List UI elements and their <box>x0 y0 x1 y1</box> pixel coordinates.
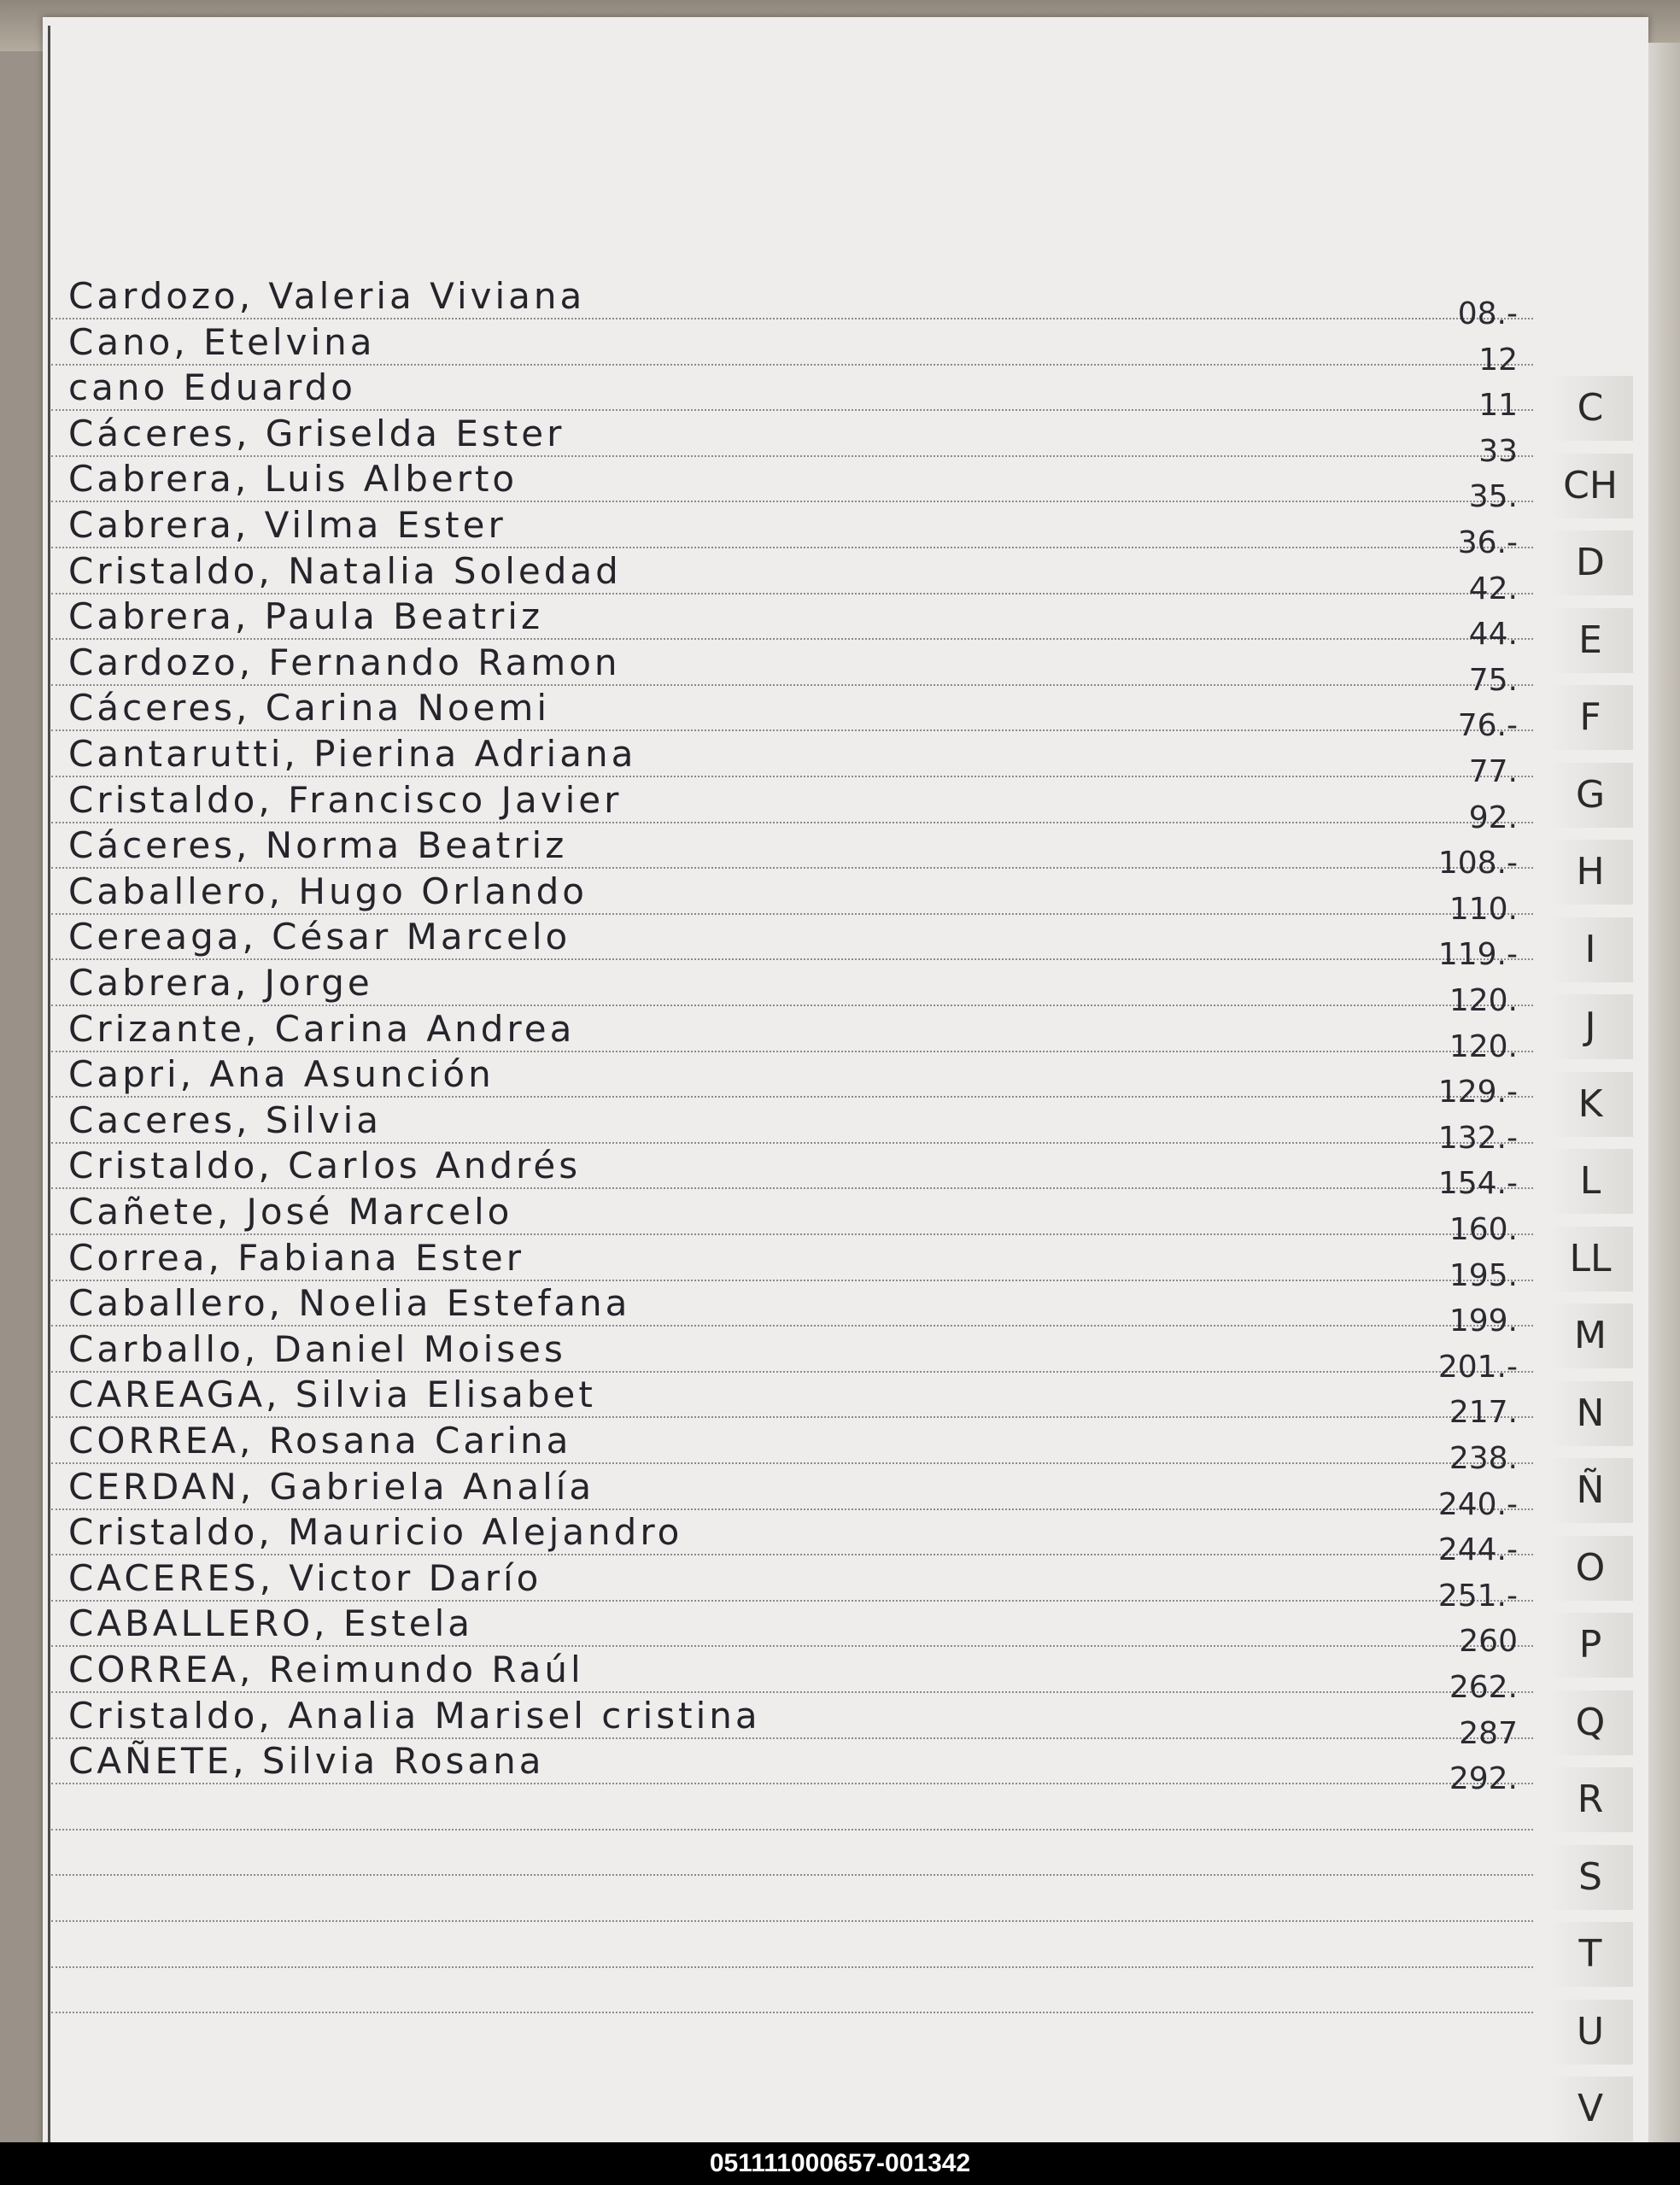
index-tab[interactable]: CH <box>1548 454 1633 518</box>
entry-name: Cabrera, Paula Beatriz <box>68 595 544 638</box>
entry-number: 33 <box>1478 433 1518 469</box>
entry-name: CERDAN, Gabriela Analía <box>68 1465 595 1508</box>
index-tab[interactable]: S <box>1548 1845 1633 1910</box>
index-tab[interactable]: F <box>1548 685 1633 750</box>
entry-number: 76.- <box>1457 708 1518 744</box>
entry-row <box>51 1599 1533 1660</box>
entry-row <box>51 912 1533 973</box>
entry-name: Cristaldo, Francisco Javier <box>68 778 623 821</box>
entry-number: 110. <box>1449 891 1518 927</box>
entry-row <box>51 1050 1533 1110</box>
entry-number: 154.- <box>1437 1166 1518 1202</box>
index-tab[interactable]: E <box>1548 608 1633 673</box>
entry-row <box>51 1096 1533 1156</box>
entry-name: Cáceres, Norma Beatriz <box>68 824 568 867</box>
entry-number: 217. <box>1449 1395 1518 1431</box>
entry-number: 132.- <box>1437 1120 1518 1156</box>
entry-row <box>51 1645 1533 1705</box>
entry-number: 120. <box>1449 1028 1518 1064</box>
index-tab[interactable]: N <box>1548 1381 1633 1446</box>
index-tab[interactable]: D <box>1548 530 1633 595</box>
entry-name: Caballero, Hugo Orlando <box>68 870 588 912</box>
entry-name: Correa, Fabiana Ester <box>68 1236 524 1279</box>
entry-number: 120. <box>1449 983 1518 1018</box>
entry-number: 75. <box>1468 662 1518 698</box>
entry-number: 129.- <box>1437 1075 1518 1110</box>
entry-row <box>51 1737 1533 1797</box>
index-tab[interactable]: K <box>1548 1072 1633 1137</box>
entry-row <box>51 1187 1533 1247</box>
entry-row <box>51 454 1533 515</box>
entry-number: 251.- <box>1437 1578 1518 1614</box>
index-tab[interactable]: P <box>1548 1613 1633 1678</box>
entry-row <box>51 867 1533 927</box>
entry-name: Cano, Etelvina <box>68 320 376 363</box>
alphabet-index-tabs <box>1548 376 1648 2144</box>
entry-row <box>51 821 1533 882</box>
entry-row <box>51 1416 1533 1476</box>
page-stack-edge <box>1648 43 1680 2142</box>
entry-name: Cristaldo, Analia Marisel cristina <box>68 1694 761 1737</box>
entry-number: 77. <box>1468 754 1518 789</box>
entry-name: Cristaldo, Mauricio Alejandro <box>68 1511 683 1554</box>
entry-name: CORREA, Rosana Carina <box>68 1420 572 1462</box>
index-tab[interactable]: U <box>1548 2000 1633 2065</box>
entry-name: Cáceres, Carina Noemi <box>68 687 551 729</box>
entry-name: CABALLERO, Estela <box>68 1602 474 1645</box>
index-tab[interactable]: V <box>1548 2077 1633 2141</box>
entry-number: 44. <box>1468 617 1518 653</box>
entry-number: 244.- <box>1437 1532 1518 1568</box>
entry-number: 160. <box>1449 1212 1518 1247</box>
entry-number: 42. <box>1468 571 1518 606</box>
entry-name: CAÑETE, Silvia Rosana <box>68 1740 545 1783</box>
index-tab[interactable]: T <box>1548 1922 1633 1987</box>
entry-name: Caballero, Noelia Estefana <box>68 1282 631 1325</box>
entry-number: 199. <box>1449 1303 1518 1339</box>
entry-row <box>51 776 1533 835</box>
entry-name: Capri, Ana Asunción <box>68 1053 495 1096</box>
entry-name: Cristaldo, Carlos Andrés <box>68 1145 582 1187</box>
margin-line <box>48 26 50 2142</box>
entry-name: cano Eduardo <box>68 366 356 409</box>
entry-number: 108.- <box>1437 846 1518 882</box>
entry-number: 11 <box>1478 388 1518 424</box>
index-tab[interactable]: L <box>1548 1149 1633 1214</box>
blank-line <box>51 1783 1533 1831</box>
entry-row <box>51 1005 1533 1064</box>
entry-name: Crizante, Carina Andrea <box>68 1007 576 1050</box>
index-tab[interactable]: G <box>1548 763 1633 828</box>
entry-number: 35. <box>1468 479 1518 515</box>
index-tab[interactable]: M <box>1548 1303 1633 1368</box>
entry-row <box>51 638 1533 698</box>
blank-line <box>51 1874 1533 1922</box>
entry-row <box>51 683 1533 744</box>
entry-number: 287 <box>1459 1715 1518 1751</box>
entry-name: Cristaldo, Natalia Soledad <box>68 549 622 592</box>
index-tab[interactable]: O <box>1548 1536 1633 1601</box>
index-tab[interactable]: R <box>1548 1767 1633 1832</box>
entry-number: 195. <box>1449 1257 1518 1293</box>
entry-number: 92. <box>1468 800 1518 835</box>
entry-row <box>51 729 1533 789</box>
blank-line <box>51 1828 1533 1876</box>
index-tab[interactable]: C <box>1548 376 1633 441</box>
entry-row <box>51 547 1533 606</box>
entry-row <box>51 409 1533 469</box>
entry-name: CAREAGA, Silvia Elisabet <box>68 1374 596 1416</box>
entry-row <box>51 1691 1533 1751</box>
entry-number: 292. <box>1449 1761 1518 1797</box>
entry-number: 240.- <box>1437 1486 1518 1522</box>
entry-name: Cabrera, Vilma Ester <box>68 504 506 546</box>
entry-row <box>51 1370 1533 1431</box>
entry-row <box>51 1279 1533 1339</box>
entry-name: Cardozo, Fernando Ramon <box>68 641 621 683</box>
entry-row <box>51 1141 1533 1202</box>
entry-name: Cabrera, Luis Alberto <box>68 458 518 501</box>
entry-number: 201.- <box>1437 1349 1518 1385</box>
document-id: 051111000657-001342 <box>709 2149 971 2177</box>
blank-line <box>51 1965 1533 2013</box>
entry-number: 260 <box>1459 1624 1518 1660</box>
entry-name: Cantarutti, Pierina Adriana <box>68 733 637 775</box>
entry-number: 238. <box>1449 1441 1518 1476</box>
entry-row <box>51 958 1533 1018</box>
entry-name: Cáceres, Griselda Ester <box>68 412 565 454</box>
index-tab[interactable]: H <box>1548 840 1633 905</box>
index-tab[interactable]: Ñ <box>1548 1458 1633 1523</box>
index-tab[interactable]: I <box>1548 917 1633 982</box>
entry-name: Cardozo, Valeria Viviana <box>68 275 586 317</box>
entry-number: 12 <box>1478 342 1518 378</box>
entry-row <box>51 501 1533 560</box>
entry-row <box>51 272 1533 331</box>
entry-name: CACERES, Victor Darío <box>68 1556 542 1599</box>
entry-row <box>51 1508 1533 1568</box>
entry-name: Cereaga, César Marcelo <box>68 916 571 958</box>
entry-name: Caceres, Silvia <box>68 1098 383 1141</box>
index-tab[interactable]: LL <box>1548 1227 1633 1292</box>
entry-row <box>51 1233 1533 1293</box>
entry-number: 262. <box>1449 1670 1518 1705</box>
entry-number: 119.- <box>1437 937 1518 973</box>
entry-row <box>51 1325 1533 1385</box>
entry-name: Cañete, José Marcelo <box>68 1191 513 1233</box>
entry-row <box>51 318 1533 378</box>
entry-row <box>51 1554 1533 1614</box>
index-tab[interactable]: J <box>1548 994 1633 1059</box>
entry-number: 08.- <box>1457 296 1518 331</box>
index-tab[interactable]: Q <box>1548 1690 1633 1755</box>
entry-row <box>51 592 1533 653</box>
entry-row <box>51 1462 1533 1522</box>
entry-name: Carballo, Daniel Moises <box>68 1327 566 1370</box>
entry-number: 36.- <box>1457 525 1518 560</box>
entry-name: Cabrera, Jorge <box>68 962 373 1004</box>
blank-line <box>51 1920 1533 1968</box>
entry-name: CORREA, Reimundo Raúl <box>68 1649 584 1690</box>
entry-row <box>51 363 1533 424</box>
